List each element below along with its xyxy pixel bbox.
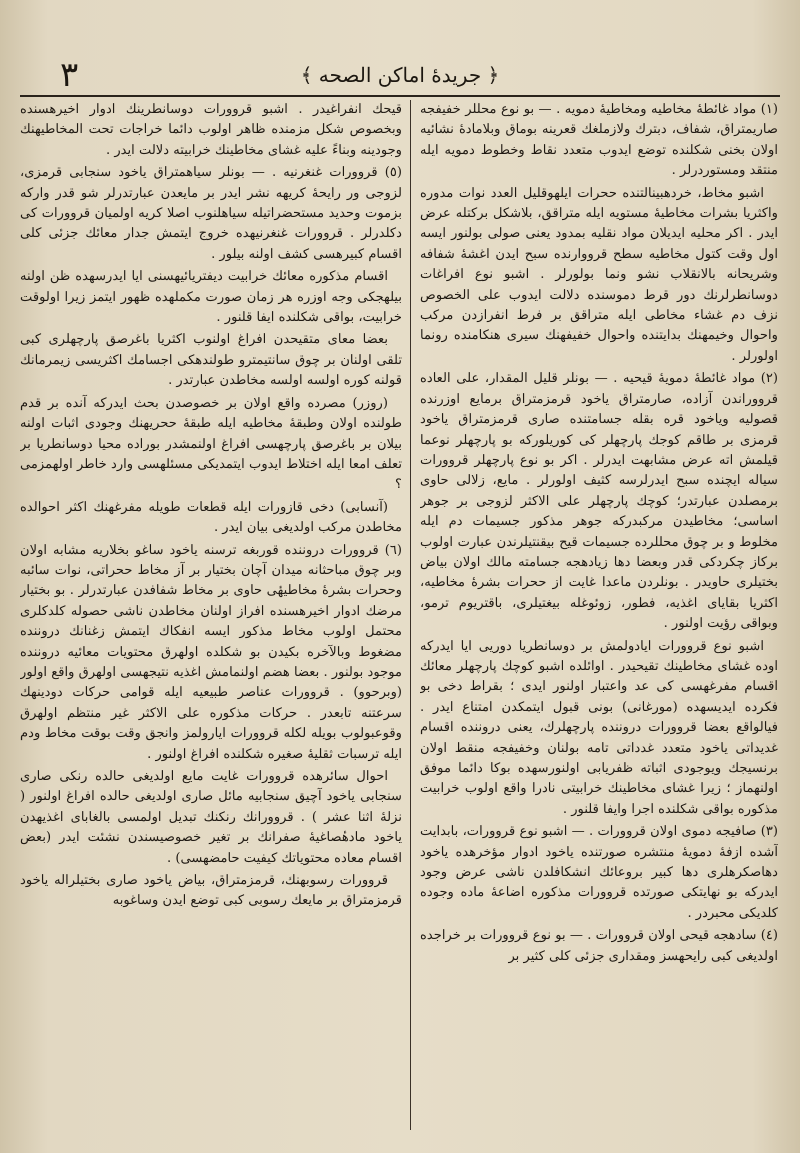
paragraph: احوال سائرهده قروورات غايت مايع اولديغی حالده رنكی صاری سنجابی ياخود آچيق سنجابيه مائل صاری اولديغی حالده افراغ اولنور ( نزلهٔ اثنا عشر ) . قروورانك رنكنك تبديل اولمسی بالغابای اغذيهدن ياخود مادهٔصاغيهٔ صفرانك بر تغير خصوصيسندن نشئت ايدر (بعض اقسام معاده محتوياتك كيفيت حامضهسی) .	[20, 769, 402, 866]
paragraph: (٥) قروورات غنغرنيه . — بونلر سياهمتراق ياخود سنجابی قرمزی، لزوجی ور رايحهٔ كريهه نشر ايدر بر مايعدن عبارتدرلر شو قدر واركه بزموت وحديد مستحضراتيله سياهلنوب اصلا كريه اولميان قروورات كی دكلدرلر . قروورات غنغرنيهده خروج ايتمش جدار معائك جزئی كلی اقسام كبيرهسی كشف اولنه بيلور .	[20, 165, 402, 262]
paragraph: (روزر) مصرده واقع اولان بر خصوصدن بحث ايدركه آنده بر قدم طولنده اولان وطبقهٔ مخاطيه ايله طبقهٔ ححريهنك وجودی اثبات اولنه بيلان بر باغرصق پارچهسی افراغ اولنمشدر بوراده محيا دوسانطريا بر تعلف امعا ايله اختلاط ايدوب ايتمديكی مسئلهسی وارد خاطر اولهمزمی ؟	[20, 395, 402, 493]
paragraph: اقسام مذكوره معائك خرابيت ديفتريائيهسنی ايا ايدرسهده ظن اولنه بيلهجكی وجه اوزره هر زمان صورت مكملهده ظهور ايتمز زيرا اولوقت خرابيت، بواقی شكلنده ايفا قلنور .	[20, 269, 402, 326]
paragraph: بعضا معای متقيحدن افراغ اولنوب اكثريا باغرصق پارچهلری كبی تلقی اولنان بر چوق سانتيمترو طولندهكی اجسامك اكثريسی زيمرمانك قولنه كوره اولسه اولسه مخاطدن عبارتدر .	[20, 332, 402, 389]
paragraph: قيحك انفراغيدر . اشبو قروورات دوسانطرينك ادوار اخيرهسنده وبخصوص شكل مزمنده ظاهر اولوب دائما خراجات تحت المخاطيهنك وجودينه وبناءً عليه غشای مخاطينك خرابيته دلالت ايدر .	[20, 102, 402, 158]
paragraph: (آنسابی) دخی قازورات ايله قطعات طويله مفرغهنك اكثر احوالده مخاطدن مركب اولديغی بيان ايدر .	[20, 499, 402, 536]
left-column	[20, 100, 402, 1130]
page-number: ٣	[60, 55, 79, 95]
paragraph: (٦) قروورات دروننده قوربغه ترسنه ياخود ساغو بخلاريه مشابه اولان وبر چوق مباحثانه ميدان آچان بختيار بر آز مخاط ححراتی، نوات سائبه وححرات بشرهٔ مخاطيهٔی حاوی بر مخاط شفافدن عبارتدرلر . بو بختيار مرضك ادوار اخيرهسنده افراز اولنان مخاطدن ناشی حصوله كلدكلری محتمل اولوب مخاط مذكور ايسه انفكاك ايتمش زغنانك دروننده مضغوط وبالآخره بكيدن بو شكلده اولهرق محتويات معائيه دروننده موجود بولنور . بعضا هضم اولنمامش اغذيه نتيجهسی اولهرق واقع اولور (وبرحوو) . قروورات عناصر طبيعيه ايله قوامی حركات دودينهك سرعتنه تابعدر . حركات مذكوره على الاكثر غير منتظم اولهرق وقوعبولوب بويله لكله قروورات ايارولمز وانجق وقت بوقت مخاط ودم ايله ترسبات ثقليهٔ صغيره شكلنده افراغ اولنور .	[20, 542, 402, 762]
paragraph: (١) مواد غائطهٔ مخاطيه ومخاطيهٔ دمويه . — بو نوع محللر خفيفجه صاريمتراق، شفاف، دبترك ولازملغك قعرينه بوماق وبلامادهٔ نشائيه اولان بخنی شكلنده توضع ايدوب متعدد نقاط وخطوط دمويه ايله منتقد ومستوردرلر .	[420, 102, 778, 179]
right-column	[420, 100, 778, 1130]
paragraph: اشبو نوع قروورات ايادولمش بر دوسانطريا دوريی ايا ايدركه اوده غشای مخاطينك تقيحيدر . اوائلده اشبو كوچك پارچهلر معائك اقسام مفرغهسی كی عد واعتبار اولنور ايدی ؛ بقراط دخی بو فكرده ايديسهده (مورغانی) بونی قبول ايتمكدن امتناع ايدر . فیالواقع بعضا قروورات دروننده پارچهلرك، يعنی دروننده اقسام غديداتی ياخود متعدد غدداتی تامه بولنان وخفيفجه منقط اولان برنسيجك ويوجودی اثباته ظفريابی اولنورسهده بوكا دائما موفق اولنهماز ؛ زيرا غشای مخاطينك خرابيتی نادرا واقع اولوب خرابيت مذكوره بواقی شكلنده اجرا وايفا قلنور .	[420, 638, 778, 817]
paragraph: (٢) مواد غائطهٔ دمويهٔ قيحيه . — بونلر قليل المقدار، على العاده قرووراندن آزاده، صارمتراق ياخود قرمزمتراق برمايع اوزرنده قصوليه وياخود قره بقله جسامتنده صاری قرمزمتراق ياخود قرمزی بر طاقم كوجك پارچهلر كی كوريلوركه بو پارچهلر نوعما قيلمش اته عرض مشابهت ايدرلر . اكر بو نوع پارچهلر قروورات سياله ايچنده سبح ايدرلرسه كثيف اولورلر . مايع، زلالی حاوی برمصلدن عبارتدر؛ كوچك پارچهلر على الاكثر لزوجی بر جوهر اساسی؛ مخاطيدن مركبدركه جوهر مذكور جسيمات دم ايله مخلوط و بر چوق محللرده جسيمات قيح بيقنتيلرندن عبارت اولوب بركاز چكردكی قدر وبعضا دها زيادهجه جسامته مالك اولان بياض بختيلری حاويدر . بونلردن ماعدا غايت از ححرات بشرهٔ مخاطيه، اكثريا بقايای اغذيه، فطور، زوئوغله بيغتيلری، باقتريوم ترمو، وبواقی رؤيت اولنور .	[420, 371, 778, 632]
running-title: ﴿ جريدهٔ اماكن الصحه ﴾	[300, 63, 500, 87]
column-divider	[410, 100, 411, 1130]
page-header	[20, 55, 780, 97]
paragraph: (٣) صافيجه دموی اولان قروورات . — اشبو نوع قروورات، بابدايت آشده ازفهٔ دمويهٔ منتشره صورتنده ياخود ادوار مؤخرهده ياخود دهاصكرهلری دها كبير بروعائك انشكافلدن ناشی عرض وجود ايدركه بو نهايتكی صورتده قروورات مذكوره اضاعهٔ ماده وجوده كلديكی محبردر .	[420, 824, 778, 921]
paragraph: (٤) سادهجه قيحی اولان قروورات . — بو نوع قروورات بر خراجده اولديغی كبی رايحهسز ومقداری جزئی كلی كثير بر	[420, 928, 778, 964]
paragraph: قروورات رسوبهنك، قرمزمتراق، بياض ياخود صاری بختيلراله ياخود قرمزمتراق بر مايعك رسوبی كبی توضع ايدن وساغوبه	[20, 873, 402, 909]
paragraph: اشبو مخاط، خردهبينالتنده ححرات ايلهوقليل العدد نوات مدوره واكثريا بشرات مخاطيهٔ مستويه ايله متراقق، بلاشكل بركتله عرض ايدر . اكر محليه ايديلان مواد نقليه بمدود يعنی صولی بولنور ايسه اول وقت كتول مخاطيه سطح قرووارنده سبح ايدن اغشهٔ شفافه وشريحانه بالانقلاب نشو ونما بولورلر . اشبو نوع افراغات دوسانطرلرنك دور قرط دموسنده دلالت ايدوب على الخصوص نزف دم غشاء مخاطی ايله متراقق بر فرط انفرازدن مركب واحوال وخيمهنك بدايتنده واحوال خفيفهنك سيری هنكامنده رونما اولورلر .	[420, 185, 778, 364]
